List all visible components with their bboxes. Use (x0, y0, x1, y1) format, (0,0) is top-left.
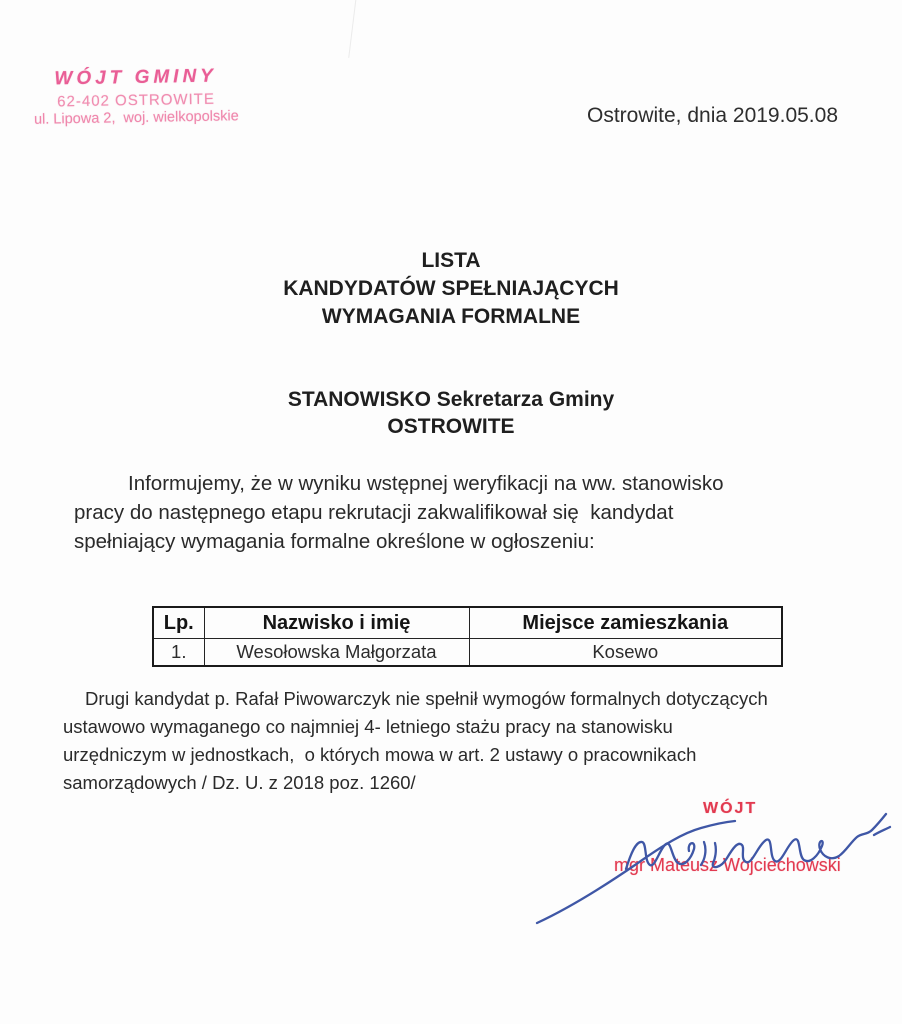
cell-lp: 1. (153, 639, 204, 667)
scan-artifact-line (348, 0, 357, 58)
note-paragraph (63, 685, 863, 797)
table-row (153, 639, 782, 667)
note-line: samorządowych / Dz. U. z 2018 poz. 1260/ (63, 772, 416, 793)
cell-name: Wesołowska Małgorzata (204, 639, 469, 667)
cell-place: Kosewo (469, 639, 782, 667)
position-subtitle-line2: OSTROWITE (387, 415, 515, 438)
position-subtitle (0, 386, 902, 440)
sender-stamp-postcode: 62-402 OSTROWITE (57, 90, 216, 111)
position-subtitle-line1: STANOWISKO Sekretarza Gminy (287, 388, 615, 411)
candidates-table (152, 606, 783, 667)
column-header-lp: Lp. (153, 607, 204, 639)
intro-paragraph (74, 469, 846, 556)
sender-stamp-office: WÓJT GMINY (54, 65, 218, 90)
document-title-line3: WYMAGANIA FORMALNE (321, 305, 581, 328)
document-title (0, 247, 902, 331)
signature-name-stamp: mgr Mateusz Wojciechowski (614, 855, 841, 875)
note-line: ustawowo wymaganego co najmniej 4- letniego stażu pracy na stanowisku (63, 716, 673, 737)
table-header-row (153, 607, 782, 639)
document-title-line2: KANDYDATÓW SPEŁNIAJĄCYCH (283, 277, 619, 300)
sender-stamp (14, 66, 259, 128)
intro-line: Informujemy, że w wyniku wstępnej weryfikacji na ww. stanowisko (128, 472, 724, 495)
column-header-name: Nazwisko i imię (204, 607, 469, 639)
dateline: Ostrowite, dnia 2019.05.08 (587, 104, 838, 127)
intro-line: pracy do następnego etapu rekrutacji zakwalifikował się kandydat (74, 501, 674, 524)
note-line: urzędniczym w jednostkach, o których mowa w art. 2 ustawy o pracownikach (63, 744, 697, 765)
note-line: Drugi kandydat p. Rafał Piwowarczyk nie spełnił wymogów formalnych dotyczących (85, 688, 768, 709)
intro-line: spełniający wymagania formalne określone w ogłoszeniu: (74, 530, 595, 553)
signature-title-stamp: WÓJT (703, 800, 758, 817)
column-header-place: Miejsce zamieszkania (469, 607, 782, 639)
sender-stamp-address: ul. Lipowa 2, woj. wielkopolskie (33, 108, 239, 128)
document-title-line1: LISTA (421, 249, 481, 272)
